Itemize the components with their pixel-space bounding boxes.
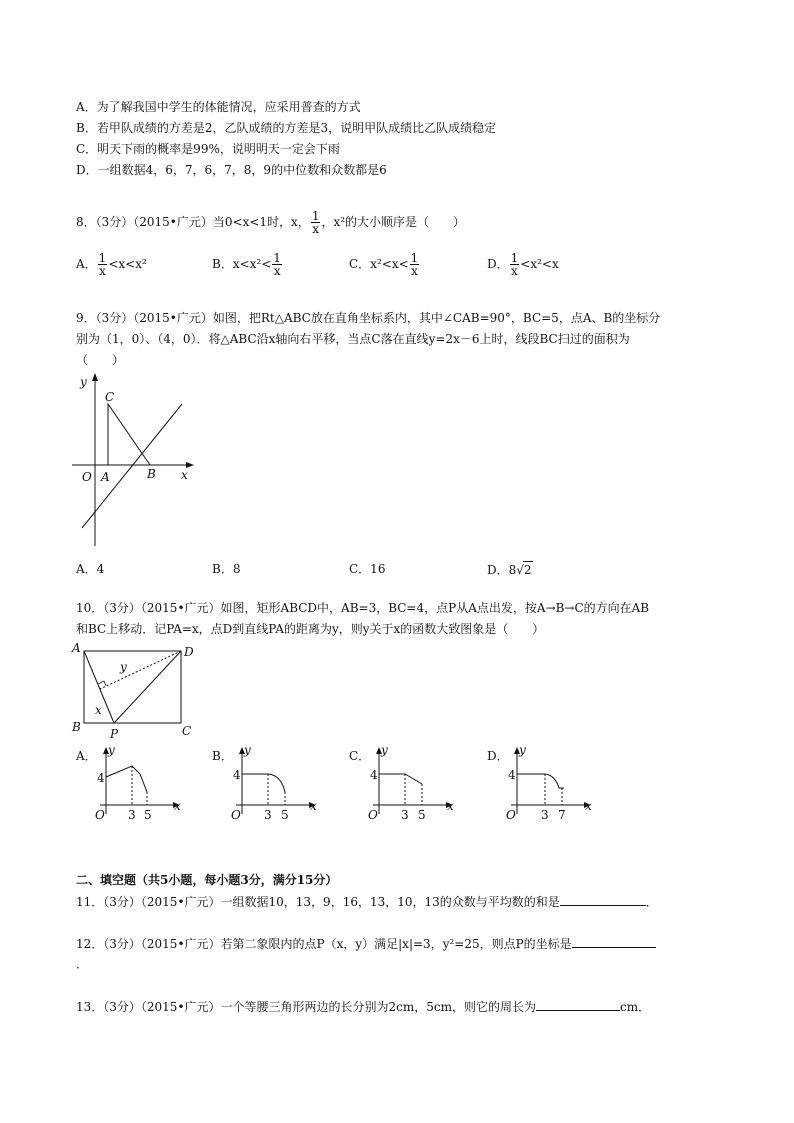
q8-option-a: A． $\frac{1}{x}$ <x<x² — [76, 251, 147, 278]
svg-text:y: y — [244, 743, 251, 757]
svg-text:O: O — [368, 808, 378, 822]
q10-label-b: B — [72, 720, 81, 734]
q12-end: ． — [76, 957, 89, 971]
svg-text:7: 7 — [558, 808, 566, 822]
q12: 12．（3分）（2015•广元）若第二象限内的点P（x，y）满足|x|=3，y²=25，则点P的坐标是 — [76, 935, 656, 952]
q9-label-x: x — [181, 468, 188, 482]
q10-option-d-graph — [501, 744, 601, 822]
q11-answer-blank[interactable] — [560, 893, 646, 906]
svg-text:4: 4 — [508, 768, 516, 782]
q9-label-b: B — [147, 467, 156, 481]
svg-text:3: 3 — [128, 808, 136, 822]
q9-option-d-radicand: 2 — [523, 563, 532, 577]
svg-text:3: 3 — [541, 808, 549, 822]
q10-option-d-label: D． — [487, 749, 509, 763]
svg-text:5: 5 — [418, 808, 426, 822]
q10-option-a-label: A． — [76, 749, 97, 763]
q10-label-p: P — [110, 727, 119, 741]
q13: 13．（3分）（2015•广元）一个等腰三角形两边的长分别为2cm，5cm，则它的周长为 cm． — [76, 1000, 651, 1014]
q10-rectangle-figure — [70, 642, 200, 742]
q12-answer-blank[interactable] — [572, 935, 656, 948]
q10-option-a-graph — [90, 744, 190, 822]
q9-line-y-2x-6 — [82, 404, 182, 528]
q9-line-3: （ ） — [76, 353, 125, 367]
svg-text:O: O — [506, 808, 516, 822]
q9-label-a: A — [101, 470, 110, 484]
svg-text:x: x — [447, 799, 454, 813]
q9-option-b: B．8 — [212, 562, 241, 576]
q10-right-angle-mark — [98, 681, 106, 686]
q8-option-d: D． $\frac{1}{x}$ <x²<x — [487, 251, 559, 278]
svg-text:y: y — [108, 743, 115, 757]
q10-label-d: D — [184, 645, 194, 659]
svg-text:O: O — [231, 808, 241, 822]
q8-stem-fraction: $\frac{1}{x}$ — [311, 209, 320, 236]
q9-line-1: 9．（3分）（2015•广元）如图，把Rt△ABC放在直角坐标系内，其中∠CAB=90°，BC=5，点A、B的坐标分 — [76, 311, 661, 325]
svg-text:5: 5 — [144, 808, 152, 822]
q8-option-b: B．x<x²< $\frac{1}{x}$ — [212, 251, 281, 278]
q10-option-c-graph — [363, 744, 463, 822]
q7-option-c: C．明天下雨的概率是99%，说明明天一定会下雨 — [76, 142, 340, 156]
q9-y-axis-arrow — [92, 373, 98, 381]
q10-line-1: 10．（3分）（2015•广元）如图，矩形ABCD中，AB=3，BC=4，点P从A点出发，按A→B→C的方向在AB — [76, 601, 650, 615]
q10-option-b-label: B． — [212, 749, 233, 763]
q11: 11．（3分）（2015•广元）一组数据10，13，9，16，13，10，13的众数与平均数的和是 ． — [76, 895, 658, 909]
q10-option-b-graph — [226, 744, 326, 822]
svg-text:4: 4 — [97, 771, 105, 785]
q10-option-c-label: C． — [349, 749, 371, 763]
q9-line-2: 别为（1，0）、（4，0）．将△ABC沿x轴向右平移，当点C落在直线y=2x－6上时，线段BC扫过的面积为 — [76, 332, 630, 346]
q8-option-c: C．x²<x< $\frac{1}{x}$ — [349, 251, 419, 278]
svg-text:x: x — [585, 799, 592, 813]
svg-text:y: y — [381, 743, 388, 757]
svg-text:x: x — [310, 799, 317, 813]
svg-text:3: 3 — [264, 808, 272, 822]
svg-text:3: 3 — [401, 808, 409, 822]
q10-label-c: C — [182, 724, 192, 738]
q10-label-a: A — [72, 641, 81, 655]
q10-label-y: y — [120, 660, 127, 674]
q8-stem — [76, 210, 465, 235]
q9-label-c: C — [105, 390, 115, 404]
svg-text:y: y — [519, 743, 526, 757]
q10-label-x: x — [95, 703, 102, 717]
q8-stem-b: ，x²的大小顺序是（ ） — [321, 215, 466, 229]
q9-coordinate-figure — [70, 370, 200, 550]
section-2-title: 二、填空题（共5小题，每小题3分，满分15分） — [76, 873, 338, 887]
svg-text:O: O — [95, 808, 105, 822]
svg-text:5: 5 — [281, 808, 289, 822]
q9-option-a: A．4 — [76, 562, 105, 576]
svg-text:4: 4 — [233, 768, 241, 782]
q10-line-2: 和BC上移动．记PA=x，点D到直线PA的距离为y，则y关于x的函数大致图象是（ ） — [76, 622, 545, 636]
q8-stem-a: 8．（3分）（2015•广元）当0<x<1时，x， — [76, 215, 310, 229]
q9-option-c: C．16 — [349, 562, 386, 576]
q9-option-d: D．8√2 — [487, 563, 532, 577]
q9-triangle-abc — [108, 404, 150, 465]
q7-option-b: B．若甲队成绩的方差是2，乙队成绩的方差是3，说明甲队成绩比乙队成绩稳定 — [76, 121, 497, 135]
svg-text:x: x — [174, 799, 181, 813]
q13-answer-blank[interactable] — [536, 998, 620, 1011]
q7-option-a: A．为了解我国中学生的体能情况，应采用普查的方式 — [76, 100, 361, 114]
q7-option-d: D．一组数据4，6，7，6，7，8，9的中位数和众数都是6 — [76, 163, 387, 177]
q10-perpendicular-y — [100, 651, 181, 689]
svg-text:4: 4 — [370, 768, 378, 782]
q9-label-y: y — [80, 375, 87, 389]
q9-label-o: O — [82, 470, 92, 484]
